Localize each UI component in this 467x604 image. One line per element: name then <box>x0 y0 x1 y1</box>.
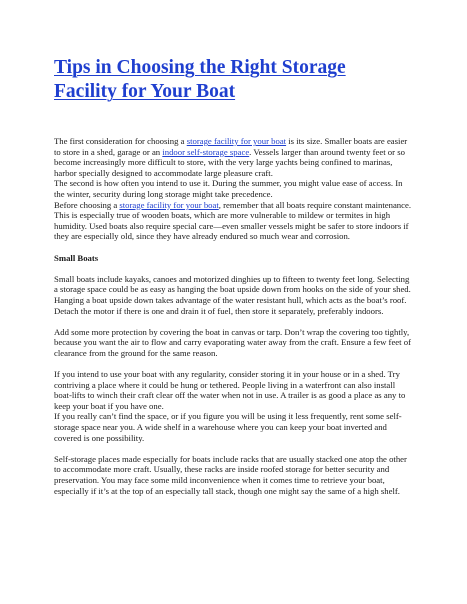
section-heading: Small Boats <box>54 252 99 263</box>
intro-paragraph-frequency: The second is how often you intend to use it. During the summer, you might value ease of access. In the winter, security during long storage might take precedence. <box>54 178 403 199</box>
rent-space-paragraph: If you really can’t find the space, or if you figure you will be using it less frequently, rent some self-storage space near you. A wide shelf in a warehouse where you can keep your boat inverted and covered is one possibility. <box>54 411 402 443</box>
intro-paragraph-size <box>54 136 413 178</box>
intro-paragraph-maintenance <box>54 200 413 242</box>
title-link[interactable]: Tips in Choosing the Right Storage Facility for Your Boat <box>54 57 346 102</box>
intro-text: The first consideration for choosing a <box>54 136 187 146</box>
intro-text: Before choosing a <box>54 199 120 210</box>
self-storage-racks-paragraph: Self-storage places made especially for boats include racks that are usually stacked one atop the other to accommodate more craft. Usually, these racks are inside roofed storage for better security and preservation. You may face some mild inconvenience when it comes time to retrieve your boat, especially if it’s at the top of an especially tall stack, though one might say the same of a high shelf. <box>54 453 407 496</box>
paragraph-spacer <box>54 316 413 327</box>
small-boats-paragraph: Small boats include kayaks, canoes and motorized dinghies up to fifteen to twenty feet long. Selecting a storage space could be as easy as hanging the boat upside down from hooks on the side of your shed. Hanging a boat upside down takes advantage of the water resistant hull, which acts as the boat’s roof. Detach the motor if there is one and drain it of fuel, then store it separately, preferably indoors. <box>54 273 411 316</box>
paragraph-spacer <box>54 263 413 274</box>
indoor-self-storage-link[interactable]: indoor self-storage space <box>162 146 250 157</box>
protection-paragraph: Add some more protection by covering the boat in canvas or tarp. Don’t wrap the covering too tightly, because you want the air to flow and carry evaporating water away from the craft. Ensure a few feet of clearance from the ground for the same reason. <box>54 326 411 358</box>
regular-use-paragraph: If you intend to use your boat with any regularity, consider storing it in your house or in a shed. Try contriving a place where it could be hung or tethered. People living in a waterfront can also install boat-lifts to winch their craft clear off the water when not in use. A trailer is as good a place as any to keep your boat if you have one. <box>54 369 406 411</box>
intro-text: , remember that all boats require constant maintenance. This is especially true of wooden boats, which are more vulnerable to mildew or termites in high humidity. Used boats also require special care—even smaller vessels might be safer to store indoors if they are especially old, since they have already endured so much wear and corrosion. <box>54 199 412 242</box>
storage-facility-link[interactable]: storage facility for your boat <box>119 199 219 210</box>
paragraph-spacer <box>54 242 413 253</box>
paragraph-spacer <box>54 358 413 369</box>
page-title <box>54 56 413 104</box>
storage-facility-link[interactable]: storage facility for your boat <box>186 136 287 146</box>
intro-text: . Vessels larger than around twenty feet or so become increasingly more difficult to store, with the very large yachts being confined to marinas, harbor specially designed to accommodate large pleasure craft. <box>54 146 405 178</box>
paragraph-spacer <box>54 443 413 454</box>
intro-text: is its size. Smaller boats are easier to store in a shed, garage or an <box>54 136 408 157</box>
article-body <box>54 136 413 496</box>
